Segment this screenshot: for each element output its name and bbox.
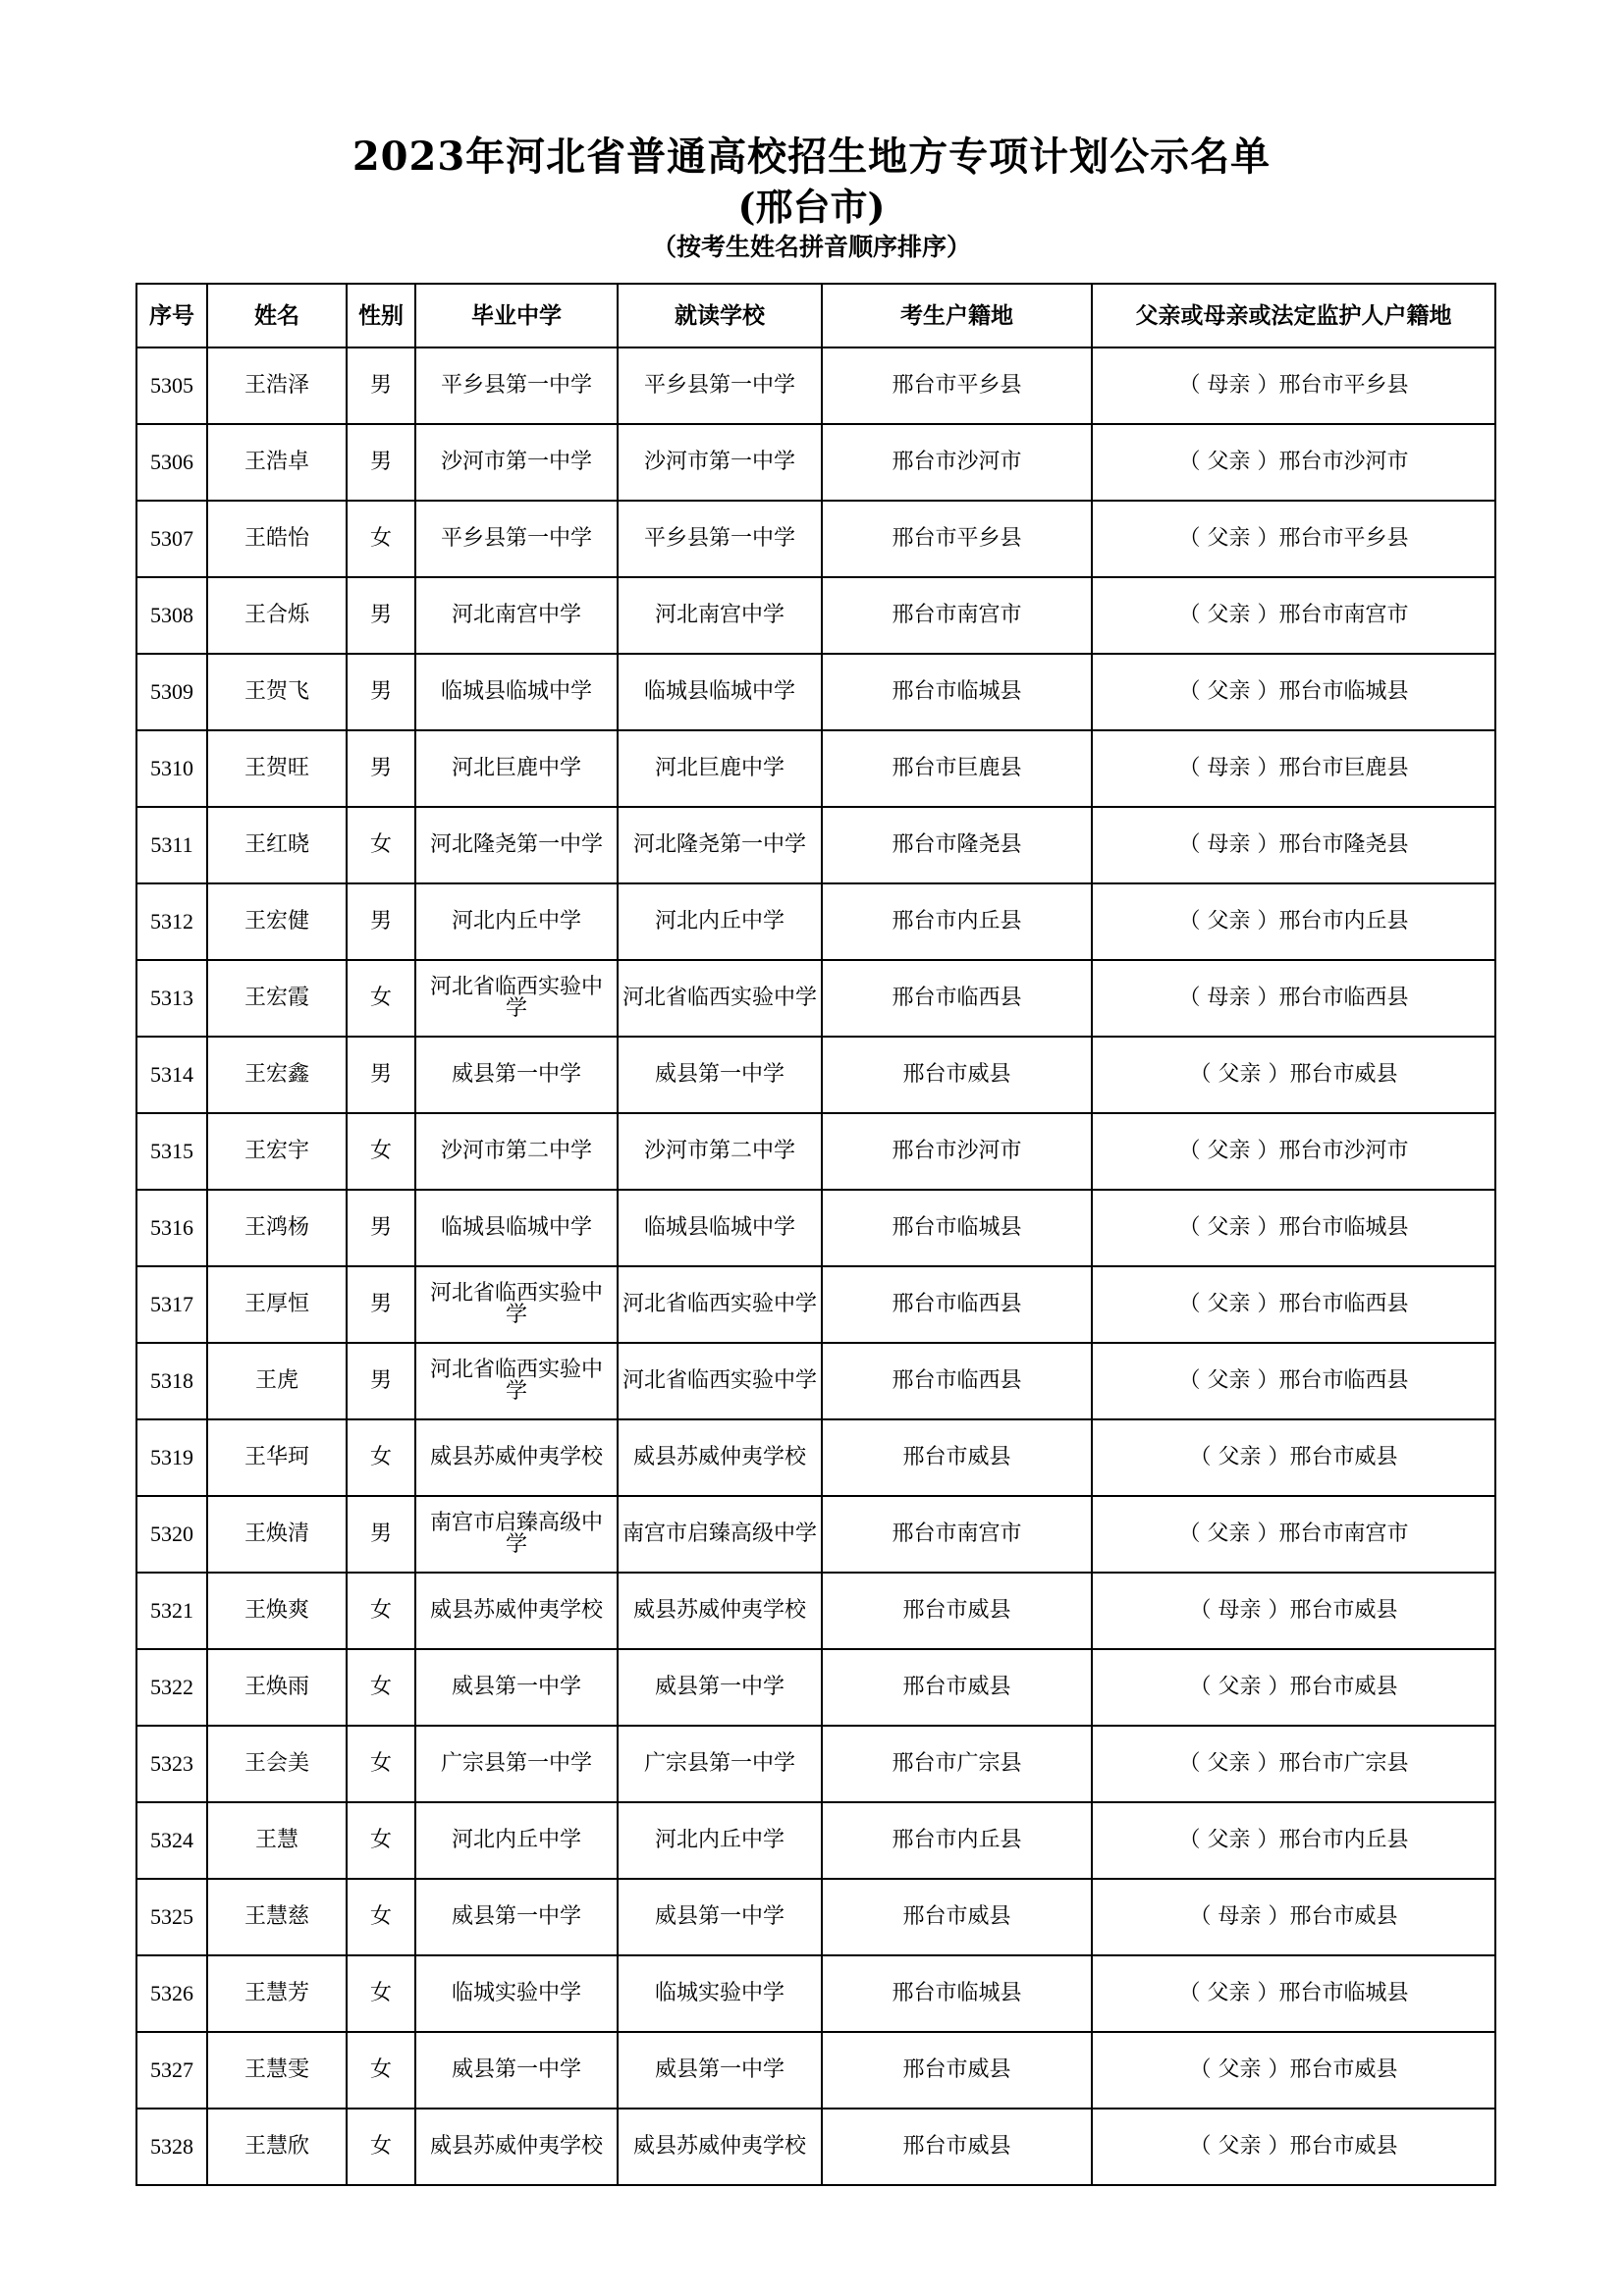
cell-guardian-registration: （ 父亲 ）邢台市平乡县 xyxy=(1092,501,1495,577)
cell-index: 5315 xyxy=(136,1113,207,1190)
cell-current-school: 河北省临西实验中学 xyxy=(618,1266,822,1343)
table-row xyxy=(136,1496,1495,1573)
cell-name: 王虎 xyxy=(207,1343,347,1419)
cell-household-registration: 邢台市巨鹿县 xyxy=(822,730,1092,807)
cell-graduation-school: 威县苏威仲夷学校 xyxy=(415,1419,618,1496)
cell-gender: 女 xyxy=(347,1955,415,2032)
cell-guardian-registration: （ 父亲 ）邢台市威县 xyxy=(1092,1649,1495,1726)
cell-index: 5316 xyxy=(136,1190,207,1266)
cell-name: 王合烁 xyxy=(207,577,347,654)
cell-current-school: 河北省临西实验中学 xyxy=(618,1343,822,1419)
cell-name: 王慧 xyxy=(207,1802,347,1879)
table-row xyxy=(136,2032,1495,2109)
table-row xyxy=(136,2109,1495,2185)
cell-name: 王浩泽 xyxy=(207,347,347,424)
cell-guardian-registration: （ 父亲 ）邢台市临西县 xyxy=(1092,1343,1495,1419)
cell-current-school: 沙河市第二中学 xyxy=(618,1113,822,1190)
cell-graduation-school: 平乡县第一中学 xyxy=(415,501,618,577)
cell-graduation-school: 威县第一中学 xyxy=(415,2032,618,2109)
cell-gender: 男 xyxy=(347,1343,415,1419)
cell-index: 5308 xyxy=(136,577,207,654)
cell-household-registration: 邢台市临西县 xyxy=(822,1266,1092,1343)
cell-graduation-school: 临城县临城中学 xyxy=(415,654,618,730)
cell-name: 王焕雨 xyxy=(207,1649,347,1726)
cell-guardian-registration: （ 母亲 ）邢台市威县 xyxy=(1092,1573,1495,1649)
cell-graduation-school: 河北巨鹿中学 xyxy=(415,730,618,807)
cell-gender: 女 xyxy=(347,1802,415,1879)
column-header-household-registration: 考生户籍地 xyxy=(822,284,1092,347)
cell-index: 5322 xyxy=(136,1649,207,1726)
cell-guardian-registration: （ 父亲 ）邢台市临城县 xyxy=(1092,1955,1495,2032)
table-row xyxy=(136,1726,1495,1802)
cell-graduation-school: 威县第一中学 xyxy=(415,1879,618,1955)
table-row xyxy=(136,1266,1495,1343)
cell-gender: 女 xyxy=(347,2109,415,2185)
cell-index: 5321 xyxy=(136,1573,207,1649)
cell-gender: 女 xyxy=(347,960,415,1037)
cell-guardian-registration: （ 父亲 ）邢台市南宫市 xyxy=(1092,1496,1495,1573)
cell-graduation-school: 南宫市启臻高级中学 xyxy=(415,1496,618,1573)
cell-name: 王慧雯 xyxy=(207,2032,347,2109)
cell-index: 5319 xyxy=(136,1419,207,1496)
cell-current-school: 威县第一中学 xyxy=(618,1037,822,1113)
cell-graduation-school: 临城县临城中学 xyxy=(415,1190,618,1266)
table-row xyxy=(136,807,1495,883)
cell-name: 王贺飞 xyxy=(207,654,347,730)
cell-gender: 男 xyxy=(347,1037,415,1113)
cell-current-school: 河北南宫中学 xyxy=(618,577,822,654)
table-header-row xyxy=(136,284,1495,347)
document-title: 2023年河北省普通高校招生地方专项计划公示名单 xyxy=(352,133,1271,180)
column-header-guardian-registration: 父亲或母亲或法定监护人户籍地 xyxy=(1092,284,1495,347)
cell-gender: 男 xyxy=(347,577,415,654)
cell-graduation-school: 沙河市第二中学 xyxy=(415,1113,618,1190)
cell-current-school: 威县第一中学 xyxy=(618,1879,822,1955)
cell-current-school: 河北巨鹿中学 xyxy=(618,730,822,807)
cell-gender: 女 xyxy=(347,501,415,577)
cell-guardian-registration: （ 父亲 ）邢台市沙河市 xyxy=(1092,424,1495,501)
cell-index: 5313 xyxy=(136,960,207,1037)
cell-guardian-registration: （ 父亲 ）邢台市广宗县 xyxy=(1092,1726,1495,1802)
cell-guardian-registration: （ 母亲 ）邢台市平乡县 xyxy=(1092,347,1495,424)
cell-household-registration: 邢台市威县 xyxy=(822,2032,1092,2109)
cell-guardian-registration: （ 父亲 ）邢台市威县 xyxy=(1092,1037,1495,1113)
cell-index: 5311 xyxy=(136,807,207,883)
cell-gender: 女 xyxy=(347,1113,415,1190)
cell-gender: 男 xyxy=(347,424,415,501)
cell-current-school: 威县苏威仲夷学校 xyxy=(618,1419,822,1496)
cell-current-school: 威县第一中学 xyxy=(618,1649,822,1726)
cell-household-registration: 邢台市南宫市 xyxy=(822,1496,1092,1573)
cell-index: 5327 xyxy=(136,2032,207,2109)
cell-household-registration: 邢台市威县 xyxy=(822,1037,1092,1113)
cell-household-registration: 邢台市平乡县 xyxy=(822,347,1092,424)
cell-name: 王皓怡 xyxy=(207,501,347,577)
cell-household-registration: 邢台市威县 xyxy=(822,1649,1092,1726)
cell-graduation-school: 河北隆尧第一中学 xyxy=(415,807,618,883)
cell-name: 王厚恒 xyxy=(207,1266,347,1343)
cell-index: 5324 xyxy=(136,1802,207,1879)
cell-household-registration: 邢台市威县 xyxy=(822,1573,1092,1649)
cell-name: 王焕清 xyxy=(207,1496,347,1573)
cell-household-registration: 邢台市威县 xyxy=(822,1419,1092,1496)
cell-gender: 男 xyxy=(347,1266,415,1343)
cell-household-registration: 邢台市广宗县 xyxy=(822,1726,1092,1802)
cell-index: 5305 xyxy=(136,347,207,424)
table-row xyxy=(136,577,1495,654)
cell-gender: 男 xyxy=(347,730,415,807)
table-row xyxy=(136,347,1495,424)
cell-graduation-school: 临城实验中学 xyxy=(415,1955,618,2032)
cell-graduation-school: 威县苏威仲夷学校 xyxy=(415,2109,618,2185)
cell-current-school: 临城县临城中学 xyxy=(618,1190,822,1266)
cell-index: 5318 xyxy=(136,1343,207,1419)
cell-guardian-registration: （ 父亲 ）邢台市临城县 xyxy=(1092,654,1495,730)
cell-gender: 女 xyxy=(347,1419,415,1496)
cell-graduation-school: 河北内丘中学 xyxy=(415,1802,618,1879)
cell-current-school: 平乡县第一中学 xyxy=(618,347,822,424)
table-row xyxy=(136,1037,1495,1113)
cell-gender: 女 xyxy=(347,807,415,883)
cell-guardian-registration: （ 父亲 ）邢台市南宫市 xyxy=(1092,577,1495,654)
cell-guardian-registration: （ 父亲 ）邢台市内丘县 xyxy=(1092,883,1495,960)
cell-index: 5310 xyxy=(136,730,207,807)
cell-current-school: 南宫市启臻高级中学 xyxy=(618,1496,822,1573)
cell-name: 王宏健 xyxy=(207,883,347,960)
table-row xyxy=(136,1802,1495,1879)
cell-index: 5307 xyxy=(136,501,207,577)
cell-household-registration: 邢台市内丘县 xyxy=(822,883,1092,960)
column-header-name: 姓名 xyxy=(207,284,347,347)
cell-name: 王宏鑫 xyxy=(207,1037,347,1113)
cell-guardian-registration: （ 母亲 ）邢台市威县 xyxy=(1092,1879,1495,1955)
cell-graduation-school: 威县第一中学 xyxy=(415,1037,618,1113)
cell-gender: 男 xyxy=(347,883,415,960)
cell-name: 王会美 xyxy=(207,1726,347,1802)
cell-name: 王红晓 xyxy=(207,807,347,883)
table-row xyxy=(136,1649,1495,1726)
cell-gender: 女 xyxy=(347,1649,415,1726)
cell-current-school: 河北隆尧第一中学 xyxy=(618,807,822,883)
cell-guardian-registration: （ 父亲 ）邢台市临城县 xyxy=(1092,1190,1495,1266)
cell-guardian-registration: （ 父亲 ）邢台市威县 xyxy=(1092,1419,1495,1496)
cell-guardian-registration: （ 父亲 ）邢台市威县 xyxy=(1092,2032,1495,2109)
table-row xyxy=(136,1879,1495,1955)
cell-name: 王慧欣 xyxy=(207,2109,347,2185)
column-header-index: 序号 xyxy=(136,284,207,347)
cell-guardian-registration: （ 母亲 ）邢台市巨鹿县 xyxy=(1092,730,1495,807)
cell-guardian-registration: （ 父亲 ）邢台市沙河市 xyxy=(1092,1113,1495,1190)
cell-current-school: 威县苏威仲夷学校 xyxy=(618,2109,822,2185)
column-header-gender: 性别 xyxy=(347,284,415,347)
cell-current-school: 沙河市第一中学 xyxy=(618,424,822,501)
cell-guardian-registration: （ 母亲 ）邢台市隆尧县 xyxy=(1092,807,1495,883)
cell-household-registration: 邢台市平乡县 xyxy=(822,501,1092,577)
table-row xyxy=(136,654,1495,730)
cell-guardian-registration: （ 母亲 ）邢台市临西县 xyxy=(1092,960,1495,1037)
cell-index: 5325 xyxy=(136,1879,207,1955)
table-row xyxy=(136,730,1495,807)
cell-household-registration: 邢台市内丘县 xyxy=(822,1802,1092,1879)
table-row xyxy=(136,1343,1495,1419)
cell-current-school: 临城县临城中学 xyxy=(618,654,822,730)
cell-index: 5306 xyxy=(136,424,207,501)
cell-index: 5323 xyxy=(136,1726,207,1802)
cell-name: 王慧慈 xyxy=(207,1879,347,1955)
table-row xyxy=(136,1955,1495,2032)
table-row xyxy=(136,501,1495,577)
cell-household-registration: 邢台市临西县 xyxy=(822,1343,1092,1419)
cell-current-school: 平乡县第一中学 xyxy=(618,501,822,577)
cell-graduation-school: 沙河市第一中学 xyxy=(415,424,618,501)
table-row xyxy=(136,1190,1495,1266)
cell-name: 王宏霞 xyxy=(207,960,347,1037)
cell-guardian-registration: （ 父亲 ）邢台市临西县 xyxy=(1092,1266,1495,1343)
cell-graduation-school: 平乡县第一中学 xyxy=(415,347,618,424)
cell-name: 王华珂 xyxy=(207,1419,347,1496)
cell-household-registration: 邢台市隆尧县 xyxy=(822,807,1092,883)
document-subtitle: (邢台市) xyxy=(737,185,886,229)
cell-current-school: 河北内丘中学 xyxy=(618,1802,822,1879)
cell-index: 5328 xyxy=(136,2109,207,2185)
cell-current-school: 威县第一中学 xyxy=(618,2032,822,2109)
cell-graduation-school: 河北省临西实验中学 xyxy=(415,960,618,1037)
cell-gender: 女 xyxy=(347,1879,415,1955)
cell-index: 5314 xyxy=(136,1037,207,1113)
cell-gender: 男 xyxy=(347,347,415,424)
cell-name: 王慧芳 xyxy=(207,1955,347,2032)
cell-household-registration: 邢台市临城县 xyxy=(822,1955,1092,2032)
cell-index: 5309 xyxy=(136,654,207,730)
cell-gender: 男 xyxy=(347,1190,415,1266)
cell-gender: 女 xyxy=(347,2032,415,2109)
column-header-graduation-school: 毕业中学 xyxy=(415,284,618,347)
cell-current-school: 威县苏威仲夷学校 xyxy=(618,1573,822,1649)
cell-current-school: 河北内丘中学 xyxy=(618,883,822,960)
cell-gender: 男 xyxy=(347,1496,415,1573)
cell-name: 王鸿杨 xyxy=(207,1190,347,1266)
cell-graduation-school: 广宗县第一中学 xyxy=(415,1726,618,1802)
table-row xyxy=(136,1419,1495,1496)
cell-graduation-school: 河北省临西实验中学 xyxy=(415,1266,618,1343)
cell-household-registration: 邢台市临西县 xyxy=(822,960,1092,1037)
cell-household-registration: 邢台市沙河市 xyxy=(822,1113,1092,1190)
cell-current-school: 河北省临西实验中学 xyxy=(618,960,822,1037)
cell-current-school: 临城实验中学 xyxy=(618,1955,822,2032)
cell-household-registration: 邢台市威县 xyxy=(822,1879,1092,1955)
cell-name: 王贺旺 xyxy=(207,730,347,807)
cell-name: 王宏宇 xyxy=(207,1113,347,1190)
cell-name: 王焕爽 xyxy=(207,1573,347,1649)
cell-household-registration: 邢台市沙河市 xyxy=(822,424,1092,501)
cell-current-school: 广宗县第一中学 xyxy=(618,1726,822,1802)
cell-gender: 男 xyxy=(347,654,415,730)
cell-index: 5326 xyxy=(136,1955,207,2032)
table-body xyxy=(136,347,1495,2185)
cell-household-registration: 邢台市临城县 xyxy=(822,1190,1092,1266)
cell-gender: 女 xyxy=(347,1573,415,1649)
cell-gender: 女 xyxy=(347,1726,415,1802)
cell-index: 5312 xyxy=(136,883,207,960)
table-row xyxy=(136,1113,1495,1190)
cell-index: 5317 xyxy=(136,1266,207,1343)
cell-index: 5320 xyxy=(136,1496,207,1573)
cell-household-registration: 邢台市临城县 xyxy=(822,654,1092,730)
table-row xyxy=(136,424,1495,501)
cell-name: 王浩卓 xyxy=(207,424,347,501)
cell-graduation-school: 威县苏威仲夷学校 xyxy=(415,1573,618,1649)
cell-graduation-school: 河北南宫中学 xyxy=(415,577,618,654)
cell-household-registration: 邢台市南宫市 xyxy=(822,577,1092,654)
column-header-current-school: 就读学校 xyxy=(618,284,822,347)
cell-guardian-registration: （ 父亲 ）邢台市威县 xyxy=(1092,2109,1495,2185)
cell-graduation-school: 河北内丘中学 xyxy=(415,883,618,960)
cell-guardian-registration: （ 父亲 ）邢台市内丘县 xyxy=(1092,1802,1495,1879)
cell-household-registration: 邢台市威县 xyxy=(822,2109,1092,2185)
table-row xyxy=(136,883,1495,960)
sort-note: （按考生姓名拼音顺序排序） xyxy=(651,233,971,261)
cell-graduation-school: 威县第一中学 xyxy=(415,1649,618,1726)
candidate-table xyxy=(135,283,1496,2186)
table-row xyxy=(136,960,1495,1037)
cell-graduation-school: 河北省临西实验中学 xyxy=(415,1343,618,1419)
table-row xyxy=(136,1573,1495,1649)
